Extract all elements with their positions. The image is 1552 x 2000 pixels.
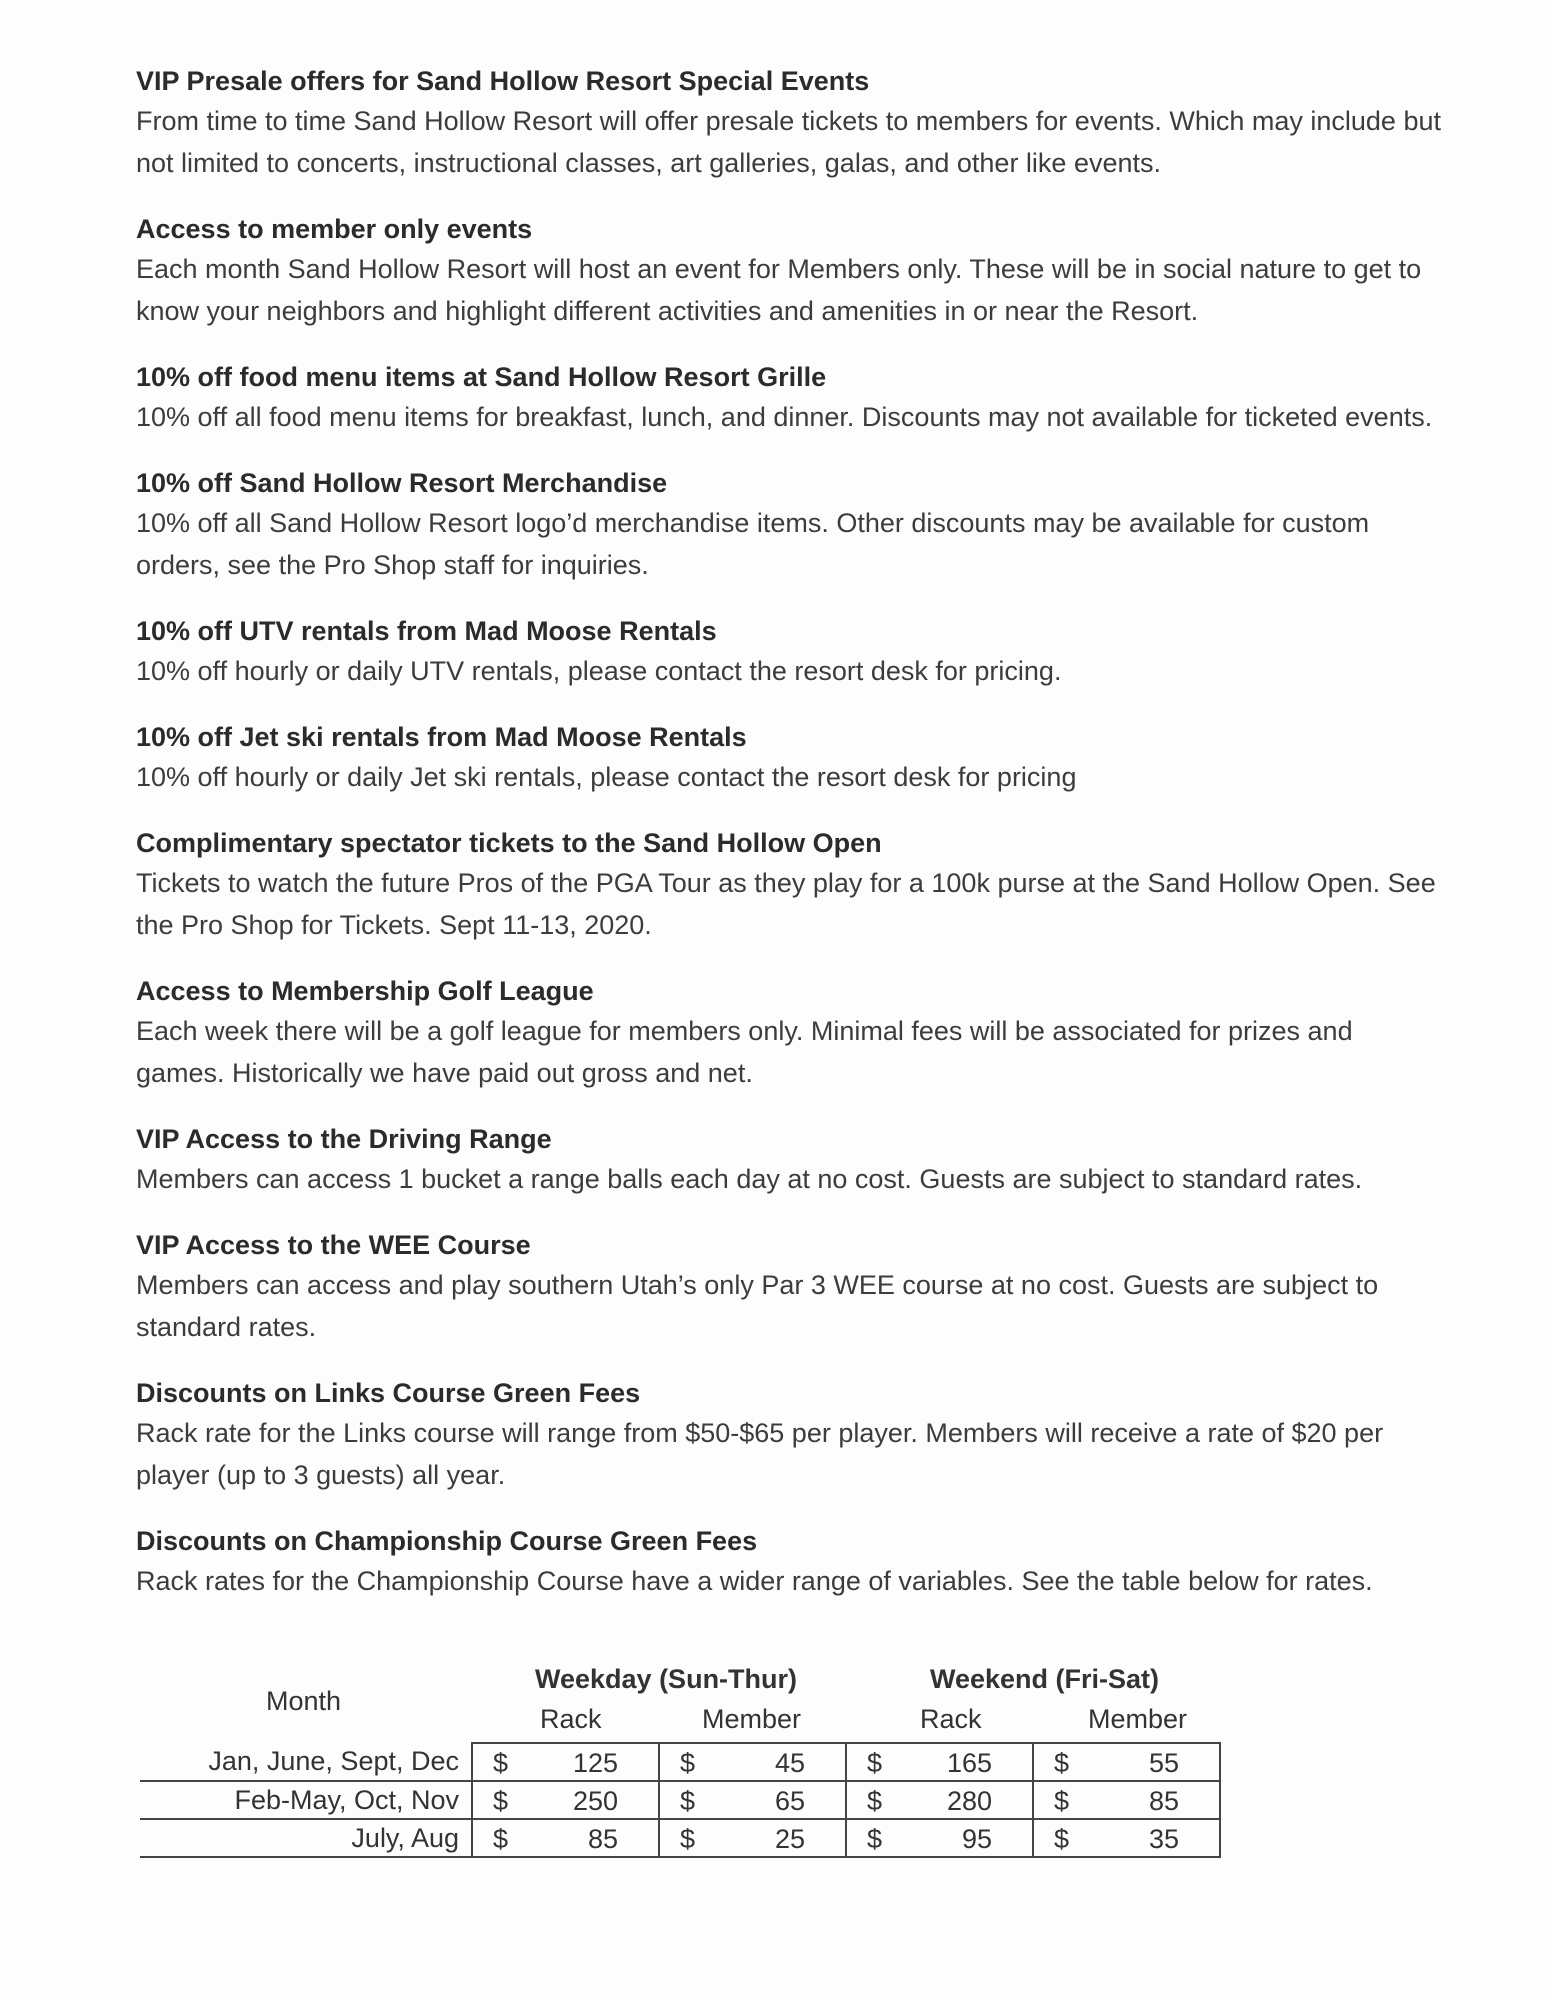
benefit-description: Members can access and play southern Utah’s only Par 3 WEE course at no cost. Guests are subject to standard rates. [136,1270,1379,1342]
table-group-header [140,1664,1240,1716]
benefit-title: VIP Access to the Driving Range [136,1124,552,1154]
benefit-description: 10% off hourly or daily Jet ski rentals, please contact the resort desk for pricing [136,762,1077,792]
price-value: 45 [774,1748,805,1778]
weekday-member-cell [659,1781,846,1819]
benefit-section-links-fees [136,1374,1446,1496]
weekend-member-cell [1033,1743,1220,1781]
price-value: 95 [961,1824,992,1854]
benefit-section-merchandise-discount [136,464,1446,586]
currency-symbol: $ [867,1748,883,1778]
benefit-title: Discounts on Links Course Green Fees [136,1378,641,1408]
benefit-section-utv-discount [136,612,1446,692]
currency-symbol: $ [680,1748,696,1778]
benefit-description: 10% off all food menu items for breakfast, lunch, and dinner. Discounts may not available for ticketed events. [136,402,1433,432]
currency-symbol: $ [493,1786,509,1816]
month-cell: July, Aug [140,1819,472,1857]
benefit-title: Discounts on Championship Course Green Fees [136,1526,758,1556]
weekend-member-cell [1033,1819,1220,1857]
championship-rates-table [140,1664,1240,1858]
benefit-title: Access to Membership Golf League [136,976,594,1006]
benefit-section-wee-course [136,1226,1446,1348]
benefit-description: Tickets to watch the future Pros of the PGA Tour as they play for a 100k purse at the Sand Hollow Open. See the Pro Shop for Tickets. Sept 11-13, 2020. [136,868,1436,940]
price-value: 165 [946,1748,992,1778]
benefit-description: Each week there will be a golf league for members only. Minimal fees will be associated for prizes and games. Historically we have paid out gross and net. [136,1016,1353,1088]
benefit-title: 10% off food menu items at Sand Hollow Resort Grille [136,362,827,392]
currency-symbol: $ [1054,1748,1070,1778]
weekday-rack-cell [472,1781,659,1819]
benefit-section-member-events [136,210,1446,332]
price-value: 250 [572,1786,618,1816]
benefit-title: 10% off Jet ski rentals from Mad Moose Rentals [136,722,747,752]
benefit-section-open-tickets [136,824,1446,946]
currency-symbol: $ [680,1786,696,1816]
weekday-group-header: Weekday (Sun-Thur) [535,1664,798,1694]
price-value: 85 [587,1824,618,1854]
weekend-member-cell [1033,1781,1220,1819]
weekday-member-header: Member [702,1704,802,1734]
weekday-member-cell [659,1819,846,1857]
price-value: 35 [1148,1824,1179,1854]
benefit-description: Rack rate for the Links course will range from $50-$65 per player. Members will receive a rate of $20 per player (up to 3 guests) all year. [136,1418,1384,1490]
currency-symbol: $ [1054,1786,1070,1816]
currency-symbol: $ [867,1824,883,1854]
price-value: 65 [774,1786,805,1816]
benefit-title: Access to member only events [136,214,533,244]
currency-symbol: $ [1054,1824,1070,1854]
price-value: 125 [572,1748,618,1778]
table-row [140,1819,1220,1857]
benefits-list [136,62,1446,1628]
month-cell: Jan, June, Sept, Dec [140,1743,472,1781]
weekend-rack-cell [846,1781,1033,1819]
weekend-rack-header: Rack [920,1704,982,1734]
table-sub-header [140,1702,1240,1742]
weekend-member-header: Member [1088,1704,1188,1734]
price-value: 280 [946,1786,992,1816]
benefit-description: 10% off hourly or daily UTV rentals, please contact the resort desk for pricing. [136,656,1062,686]
weekend-group-header: Weekend (Fri-Sat) [930,1664,1160,1694]
benefit-description: From time to time Sand Hollow Resort will offer presale tickets to members for events. Which may include but not limited to concerts, instructional classes, art galleries, galas, and other like events. [136,106,1441,178]
price-value: 25 [774,1824,805,1854]
month-column-header: Month [266,1686,342,1716]
benefit-description: 10% off all Sand Hollow Resort logo’d merchandise items. Other discounts may be available for custom orders, see the Pro Shop staff for inquiries. [136,508,1370,580]
benefit-description: Rack rates for the Championship Course have a wider range of variables. See the table below for rates. [136,1566,1373,1596]
weekday-rack-cell [472,1743,659,1781]
weekday-member-cell [659,1743,846,1781]
benefit-title: 10% off Sand Hollow Resort Merchandise [136,468,668,498]
currency-symbol: $ [493,1748,509,1778]
weekday-rack-cell [472,1819,659,1857]
benefit-section-vip-presale [136,62,1446,184]
benefit-section-championship-fees [136,1522,1446,1602]
weekend-rack-cell [846,1819,1033,1857]
price-value: 55 [1148,1748,1179,1778]
benefit-section-driving-range [136,1120,1446,1200]
benefit-section-golf-league [136,972,1446,1094]
benefit-title: VIP Presale offers for Sand Hollow Resort Special Events [136,66,870,96]
rates-grid [140,1742,1221,1858]
benefit-description: Each month Sand Hollow Resort will host an event for Members only. These will be in social nature to get to know your neighbors and highlight different activities and amenities in or near the Resort. [136,254,1422,326]
benefit-description: Members can access 1 bucket a range balls each day at no cost. Guests are subject to standard rates. [136,1164,1363,1194]
currency-symbol: $ [867,1786,883,1816]
table-row [140,1743,1220,1781]
weekend-rack-cell [846,1743,1033,1781]
price-value: 85 [1148,1786,1179,1816]
table-row [140,1781,1220,1819]
weekday-rack-header: Rack [540,1704,602,1734]
benefit-section-grille-discount [136,358,1446,438]
month-cell: Feb-May, Oct, Nov [140,1781,472,1819]
benefit-section-jetski-discount [136,718,1446,798]
benefit-title: 10% off UTV rentals from Mad Moose Rentals [136,616,717,646]
currency-symbol: $ [680,1824,696,1854]
benefit-title: VIP Access to the WEE Course [136,1230,531,1260]
benefit-title: Complimentary spectator tickets to the Sand Hollow Open [136,828,882,858]
currency-symbol: $ [493,1824,509,1854]
